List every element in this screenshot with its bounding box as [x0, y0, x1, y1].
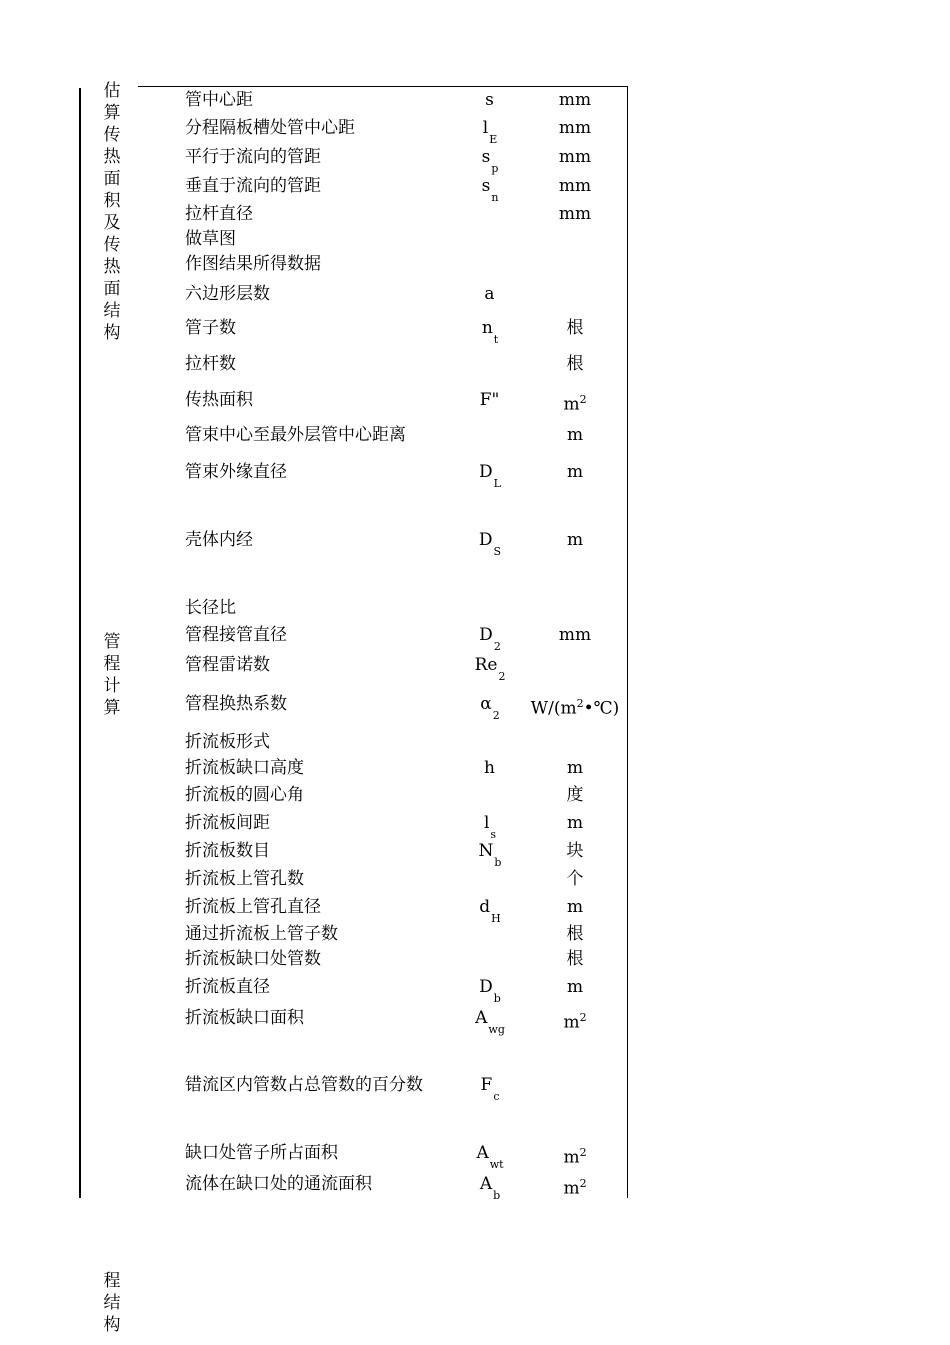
parameter-name: 折流板间距 — [185, 813, 270, 833]
symbol-subscript: wg — [488, 1023, 505, 1036]
symbol-main: a — [484, 284, 495, 304]
symbol-main: Re — [474, 655, 498, 675]
symbol-subscript: H — [491, 912, 501, 925]
symbol-subscript: b — [493, 1189, 501, 1202]
table-row — [0, 947, 950, 971]
symbol-subscript: p — [491, 162, 499, 175]
symbol-subscript: S — [493, 545, 502, 558]
table-row — [0, 528, 950, 558]
parameter-name: 折流板缺口处管数 — [185, 949, 321, 969]
parameter-name: 拉杆直径 — [185, 204, 253, 224]
symbol-main: h — [484, 758, 495, 778]
symbol-main: s — [481, 176, 491, 196]
symbol-main: D — [479, 462, 493, 482]
table-row — [0, 867, 950, 891]
parameter-unit: 根 — [566, 354, 584, 374]
symbol-main: D — [479, 977, 493, 997]
parameter-name: 传热面积 — [185, 390, 253, 410]
parameter-name: 折流板直径 — [185, 977, 270, 997]
table-row — [0, 730, 950, 754]
parameter-unit: mm — [558, 118, 592, 138]
symbol-main: A — [479, 1174, 493, 1194]
symbol-subscript: t — [493, 333, 499, 346]
table-row — [0, 1073, 950, 1103]
symbol-subscript: 2 — [498, 670, 506, 683]
parameter-unit: 根 — [566, 924, 584, 944]
table-row — [0, 116, 950, 146]
table-row — [0, 783, 950, 807]
symbol-subscript: E — [489, 133, 498, 146]
parameter-symbol — [440, 596, 540, 622]
section-label-heat-area: 估算传热面积及传热面结构 — [103, 81, 121, 343]
table-row — [0, 653, 950, 683]
table-row — [0, 352, 950, 376]
table-row — [0, 623, 950, 653]
parameter-unit: mm — [558, 90, 592, 110]
parameter-unit: mm — [558, 625, 592, 645]
parameter-symbol — [440, 653, 540, 683]
table-row — [0, 227, 950, 251]
parameter-name: 作图结果所得数据 — [185, 254, 321, 274]
parameter-name: 做草图 — [185, 229, 236, 249]
table-row — [0, 174, 950, 204]
parameter-name: 通过折流板上管子数 — [185, 924, 338, 944]
symbol-main: F — [480, 1075, 493, 1095]
parameter-unit: m — [566, 897, 584, 917]
parameter-unit: $m^2$ — [563, 1177, 587, 1199]
table-row — [0, 388, 950, 415]
table-row — [0, 252, 950, 276]
parameter-unit: m — [566, 425, 584, 445]
section-label-tube-calc: 管程计算 — [103, 632, 121, 718]
symbol-subscript: 2 — [493, 640, 501, 653]
parameter-name: 折流板上管孔直径 — [185, 897, 321, 917]
table-row — [0, 756, 950, 780]
parameter-name: 缺口处管子所占面积 — [185, 1143, 338, 1163]
parameter-symbol — [440, 227, 540, 253]
parameter-name: 流体在缺口处的通流面积 — [185, 1174, 372, 1194]
symbol-subscript: L — [493, 477, 501, 490]
top-border-line — [138, 86, 628, 87]
parameter-unit: m — [566, 977, 584, 997]
symbol-main: s — [481, 147, 491, 167]
table-row — [0, 88, 950, 112]
symbol-main: F" — [479, 390, 500, 410]
parameter-symbol — [440, 252, 540, 278]
parameter-symbol — [440, 730, 540, 756]
parameter-name: 壳体内经 — [185, 530, 253, 550]
parameter-unit: 度 — [566, 785, 584, 805]
table-row — [0, 145, 950, 175]
table-row — [0, 316, 950, 346]
parameter-unit: 根 — [566, 949, 584, 969]
table-row — [0, 1172, 950, 1202]
parameter-name: 拉杆数 — [185, 354, 236, 374]
parameter-unit: $m^2$ — [563, 393, 587, 415]
table-row — [0, 975, 950, 1005]
table-row — [0, 596, 950, 620]
table-row — [0, 1006, 950, 1036]
parameter-unit: $W/(m^2•℃)$ — [530, 697, 620, 719]
parameter-unit: mm — [558, 176, 592, 196]
symbol-subscript: c — [493, 1090, 500, 1103]
symbol-main: A — [476, 1143, 489, 1163]
symbol-subscript: b — [494, 856, 502, 869]
parameter-name: 折流板缺口面积 — [185, 1008, 304, 1028]
parameter-unit: m — [566, 758, 584, 778]
parameter-name: 管程接管直径 — [185, 625, 287, 645]
parameter-symbol — [440, 282, 540, 308]
parameter-unit: m — [566, 530, 584, 550]
parameter-unit: 个 — [566, 869, 584, 889]
parameter-unit: mm — [558, 147, 592, 167]
parameter-unit: 块 — [566, 841, 584, 861]
parameter-unit: $m^2$ — [563, 1011, 587, 1033]
symbol-main: α — [480, 694, 492, 714]
parameter-name: 平行于流向的管距 — [185, 147, 321, 167]
parameter-name: 折流板形式 — [185, 732, 270, 752]
parameter-name: 管束外缘直径 — [185, 462, 287, 482]
parameter-name: 分程隔板槽处管中心距 — [185, 118, 355, 138]
symbol-subscript: wt — [489, 1158, 504, 1171]
symbol-main: A — [475, 1008, 488, 1028]
parameter-name: 管程雷诺数 — [185, 655, 270, 675]
symbol-main: D — [479, 625, 493, 645]
parameter-unit: m — [566, 813, 584, 833]
symbol-subscript: b — [493, 992, 501, 1005]
parameter-name: 折流板缺口高度 — [185, 758, 304, 778]
symbol-subscript: s — [490, 828, 497, 841]
parameter-name: 管中心距 — [185, 90, 253, 110]
parameter-name: 长径比 — [185, 598, 236, 618]
table-row — [0, 895, 950, 925]
symbol-subscript: n — [491, 191, 499, 204]
table-row — [0, 692, 950, 722]
parameter-name: 折流板数目 — [185, 841, 270, 861]
table-row — [0, 460, 950, 490]
table-row — [0, 1141, 950, 1171]
symbol-main: N — [478, 841, 494, 861]
symbol-main: n — [481, 318, 493, 338]
parameter-name: 折流板上管孔数 — [185, 869, 304, 889]
table-row — [0, 922, 950, 946]
parameter-name: 错流区内管数占总管数的百分数 — [185, 1075, 423, 1095]
symbol-main: l — [482, 118, 489, 138]
parameter-name: 管子数 — [185, 318, 236, 338]
parameter-symbol — [440, 1073, 540, 1103]
section-label-structure: 程结构 — [103, 1271, 121, 1335]
parameter-unit: $m^2$ — [563, 1146, 587, 1168]
table-row — [0, 282, 950, 306]
table-row — [0, 839, 950, 869]
parameter-name: 垂直于流向的管距 — [185, 176, 321, 196]
parameter-name: 六边形层数 — [185, 284, 270, 304]
parameter-unit: m — [566, 462, 584, 482]
symbol-main: l — [483, 813, 490, 833]
symbol-subscript: 2 — [492, 709, 500, 722]
parameter-name: 管程换热系数 — [185, 694, 287, 714]
symbol-main: d — [479, 897, 491, 917]
parameter-name: 折流板的圆心角 — [185, 785, 304, 805]
table-row — [0, 423, 950, 447]
table-row — [0, 202, 950, 226]
symbol-main: s — [485, 90, 494, 110]
parameter-unit: 根 — [566, 318, 584, 338]
parameter-name: 管束中心至最外层管中心距离 — [185, 425, 406, 445]
parameter-unit: mm — [558, 204, 592, 224]
table-row — [0, 811, 950, 841]
symbol-main: D — [478, 530, 493, 550]
